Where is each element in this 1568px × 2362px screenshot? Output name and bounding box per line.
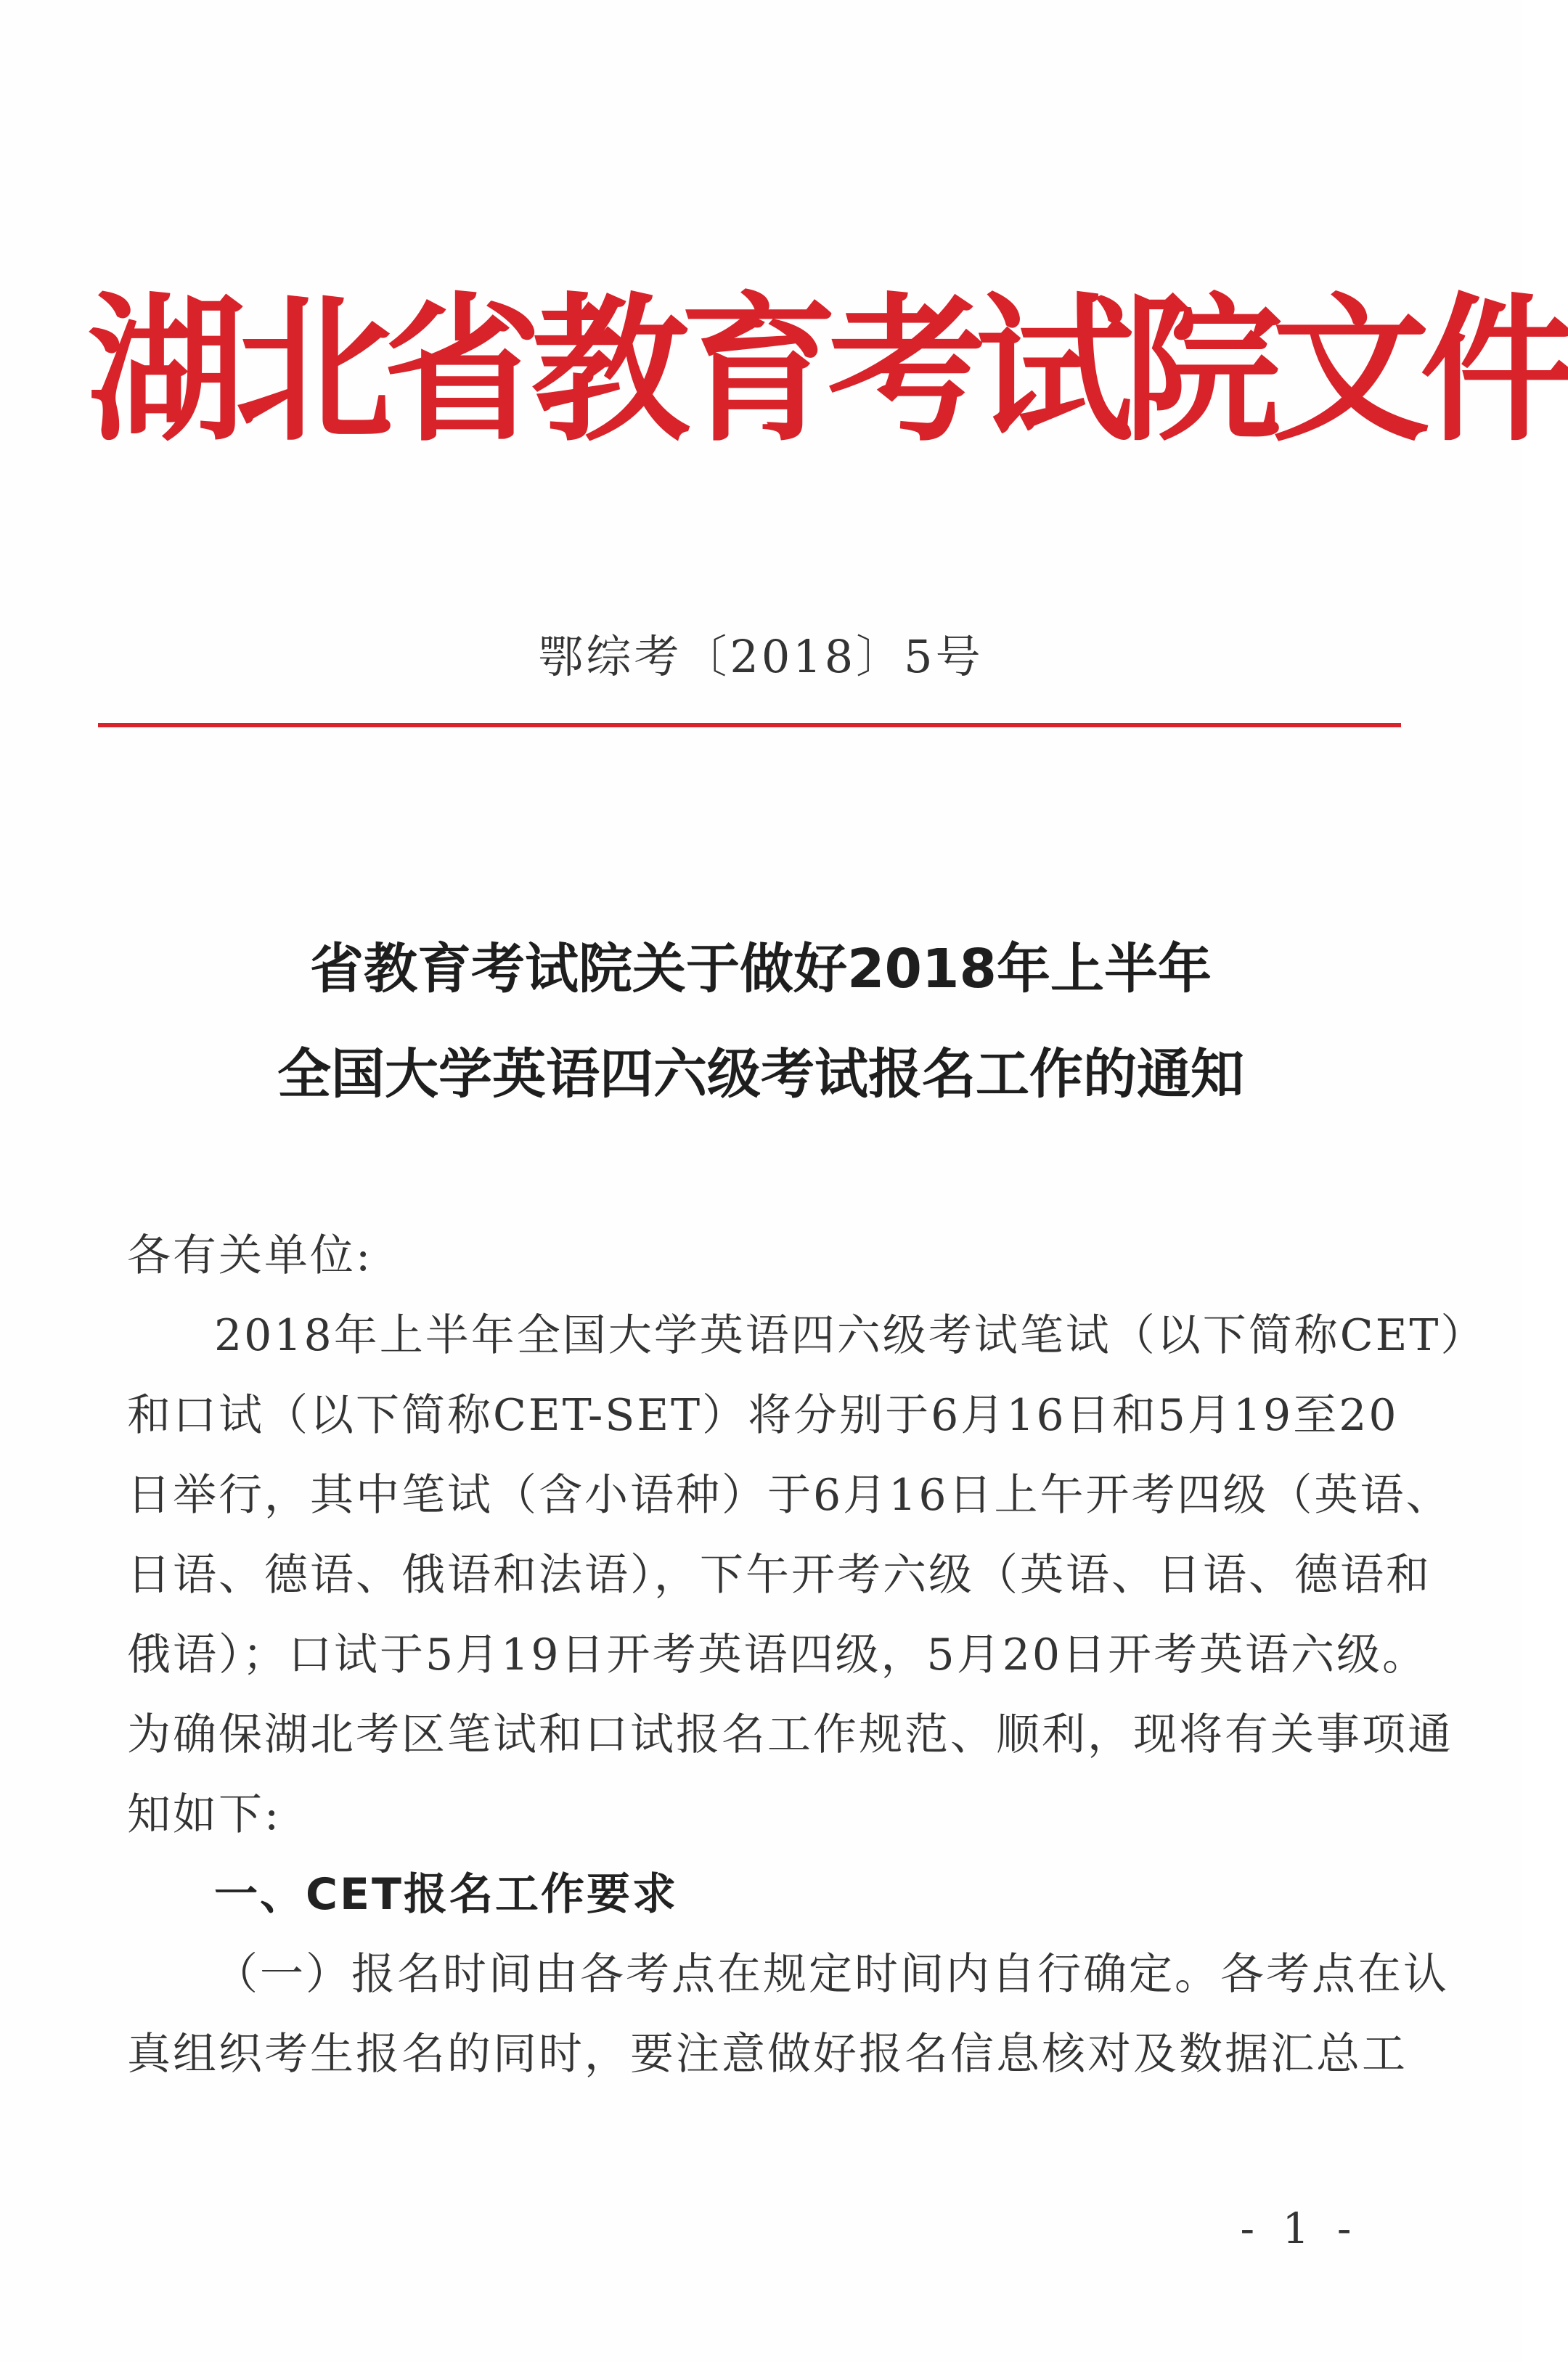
section-heading: 一、CET报名工作要求	[214, 1869, 678, 1920]
paragraph1-line: 为确保湖北考区笔试和口试报名工作规范、顺利，现将有关事项通	[127, 1709, 1453, 1760]
paragraph1-line: 2018年上半年全国大学英语四六级考试笔试（以下简称CET）	[214, 1310, 1487, 1361]
page-number: - 1 -	[1240, 2204, 1359, 2253]
paragraph1-line: 日举行，其中笔试（含小语种）于6月16日上午开考四级（英语、	[127, 1470, 1452, 1521]
red-divider-line	[98, 723, 1401, 727]
notice-title-line-2: 全国大学英语四六级考试报名工作的通知	[277, 1043, 1244, 1106]
paragraph1-line: 俄语）；口试于5月19日开考英语四级，5月20日开考英语六级。	[127, 1630, 1429, 1680]
masthead-title: 湖北省教育考试院文件	[87, 277, 1568, 463]
salutation: 各有关单位:	[127, 1230, 373, 1281]
document-number: 鄂综考〔2018〕5号	[538, 630, 984, 683]
paragraph1-line: 日语、德语、俄语和法语），下午开考六级（英语、日语、德语和	[127, 1550, 1432, 1601]
paragraph2-line: （一）报名时间由各考点在规定时间内自行确定。各考点在认	[214, 1949, 1449, 2000]
paragraph1-line: 知如下:	[127, 1789, 282, 1840]
paragraph2-line: 真组织考生报名的同时，要注意做好报名信息核对及数据汇总工	[127, 2029, 1408, 2080]
notice-title-line-1: 省教育考试院关于做好2018年上半年	[310, 938, 1212, 1000]
paragraph1-line: 和口试（以下简称CET-SET）将分别于6月16日和5月19至20	[127, 1390, 1399, 1441]
